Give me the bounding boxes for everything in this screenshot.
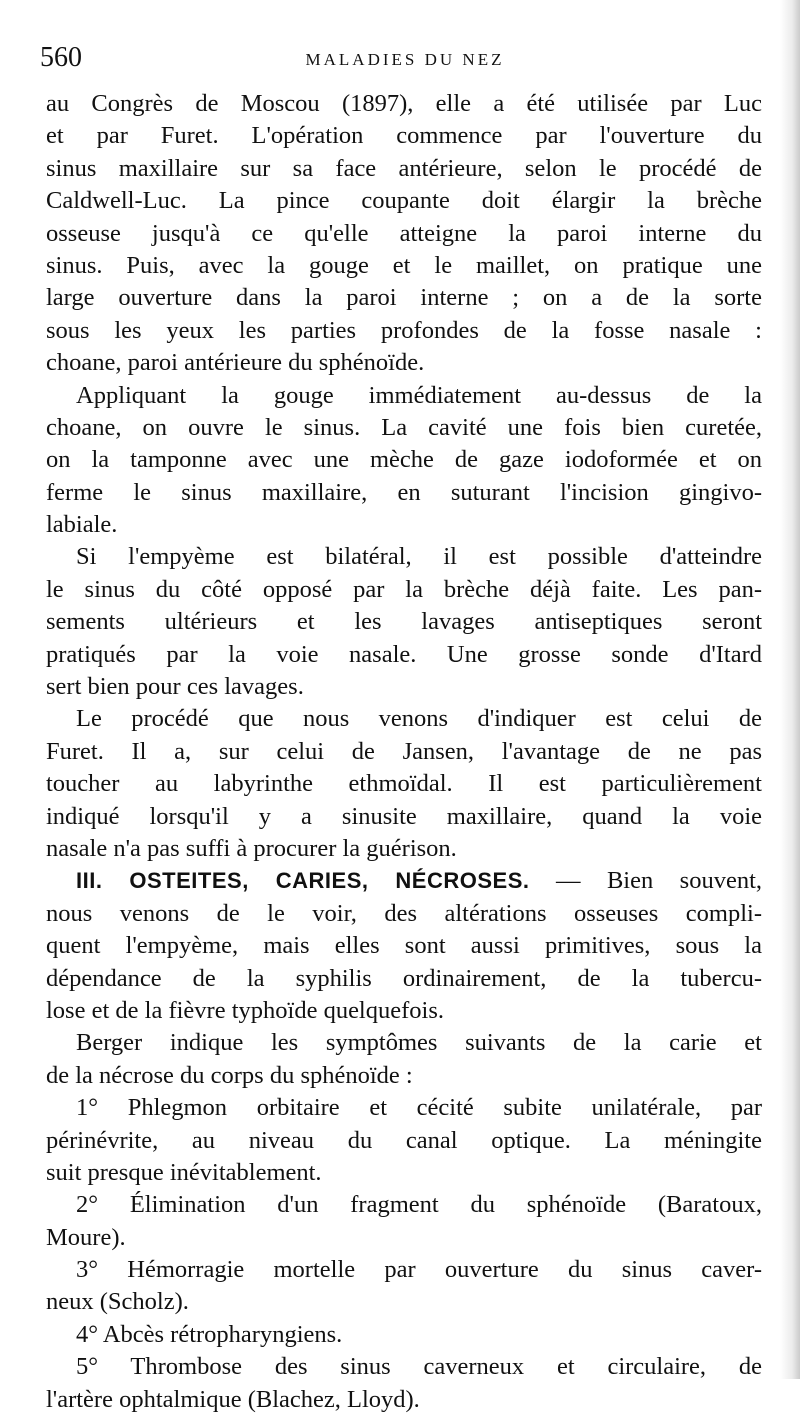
text-line: neux (Scholz). [46, 1288, 189, 1316]
text-line: labiale. [46, 511, 118, 539]
text-line: l'artère ophtalmique (Blachez, Lloyd). [46, 1385, 420, 1413]
text-line: osseuse jusqu'à ce qu'elle atteigne la paroi interne du [46, 219, 762, 247]
text-line: suit presque inévitablement. [46, 1158, 322, 1186]
page-edge-shadow [780, 0, 800, 1379]
text-line: sinus maxillaire sur sa face antérieure, selon le procédé de [46, 154, 762, 182]
text-line: dépendance de la syphilis ordinairement, de la tubercu- [46, 964, 762, 992]
text-line: au Congrès de Moscou (1897), elle a été utilisée par Luc [46, 90, 762, 117]
text-line: sert bien pour ces lavages. [46, 673, 304, 701]
section-heading: III. OSTEITES, CARIES, NÉCROSES. [76, 868, 530, 894]
text-line: sinus. Puis, avec la gouge et le maillet, on pratique une [46, 251, 762, 279]
running-title: MALADIES DU NEZ [305, 50, 505, 69]
text-line: périnévrite, au niveau du canal optique. La méningite [46, 1126, 762, 1154]
text-line: large ouverture dans la paroi interne ; on a de la sorte [46, 284, 762, 312]
text-line: nous venons de le voir, des altérations osseuses compli- [46, 899, 762, 927]
text-line: pratiqués par la voie nasale. Une grosse sonde d'Itard [46, 640, 762, 668]
page-number: 560 [40, 42, 82, 73]
list-item: 5° Thrombose des sinus caverneux et circulaire, de [76, 1353, 762, 1381]
list-item: 1° Phlegmon orbitaire et cécité subite unilatérale, par [76, 1094, 762, 1122]
heading-line [46, 865, 762, 897]
text-line: et par Furet. L'opération commence par l'ouverture du [46, 122, 762, 150]
text-line: Berger indique les symptômes suivants de la carie et [76, 1029, 762, 1057]
text-line: nasale n'a pas suffi à procurer la guérison. [46, 834, 457, 862]
text-line: ferme le sinus maxillaire, en suturant l'incision gingivo- [46, 478, 762, 506]
text-run: — Bien souvent, [555, 867, 763, 895]
text-line: Si l'empyème est bilatéral, il est possible d'atteindre [76, 543, 762, 571]
page-header [40, 38, 770, 78]
text-line: le sinus du côté opposé par la brèche déjà faite. Les pan- [46, 575, 762, 603]
text-line: Moure). [46, 1223, 126, 1251]
text-line: choane, on ouvre le sinus. La cavité une fois bien curetée, [46, 413, 762, 441]
text-line: Appliquant la gouge immédiatement au-dessus de la [76, 381, 762, 409]
list-item: 2° Élimination d'un fragment du sphénoïde (Baratoux, [76, 1191, 762, 1219]
text-line: sements ultérieurs et les lavages antiseptiques seront [46, 608, 762, 636]
text-line: Furet. Il a, sur celui de Jansen, l'avantage de ne pas [46, 737, 762, 765]
text-line: toucher au labyrinthe ethmoïdal. Il est particulièrement [46, 770, 762, 798]
text-line: indiqué lorsqu'il y a sinusite maxillaire, quand la voie [46, 802, 762, 830]
list-item: 4° Abcès rétropharyngiens. [76, 1320, 343, 1348]
text-line: sous les yeux les parties profondes de la fosse nasale : [46, 316, 762, 344]
text-line: de la nécrose du corps du sphénoïde : [46, 1061, 413, 1089]
text-line: Caldwell-Luc. La pince coupante doit élargir la brèche [46, 187, 762, 215]
text-line: choane, paroi antérieure du sphénoïde. [46, 349, 425, 377]
text-line: lose et de la fièvre typhoïde quelquefois. [46, 996, 444, 1024]
body-text [46, 88, 762, 1416]
text-line: Le procédé que nous venons d'indiquer est celui de [76, 705, 762, 733]
text-line: quent l'empyème, mais elles sont aussi primitives, sous la [46, 932, 762, 960]
list-item: 3° Hémorragie mortelle par ouverture du sinus caver- [76, 1256, 762, 1284]
text-line: on la tamponne avec une mèche de gaze iodoformée et on [46, 446, 762, 474]
